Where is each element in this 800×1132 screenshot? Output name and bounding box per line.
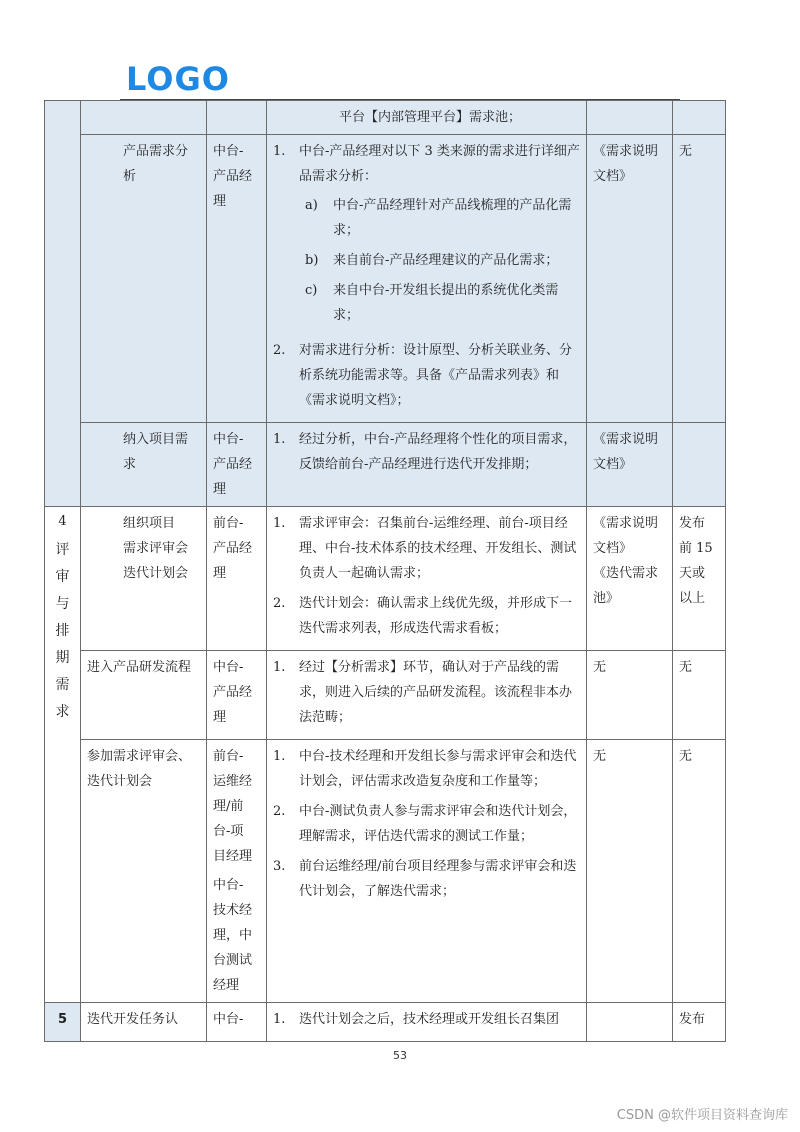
list-item: 2. 中台-测试负责人参与需求评审会和迭代计划会，理解需求，评估迭代需求的测试工作量； (273, 804, 577, 844)
step-cell (267, 740, 587, 1003)
step-cell (267, 651, 587, 740)
document-cell: 无 (587, 651, 673, 740)
role-cell: 中台- 产品经 理 (207, 135, 267, 423)
document-cell: 《需求说明文档》 (587, 135, 673, 423)
list-item: 2. 迭代计划会：确认需求上线优先级，并形成下一迭代需求列表，形成迭代需求看板； (273, 596, 573, 636)
stage-cell: 5 (45, 1003, 81, 1042)
page-number: 53 (393, 1049, 407, 1062)
list-item: b) 来自前台-产品经理建议的产品化需求； (305, 253, 559, 268)
table-row (45, 1003, 726, 1042)
watermark: CSDN @软件项目资料查询库 (616, 1108, 788, 1123)
list-item: 1. 经过分析，中台-产品经理将个性化的项目需求，反馈给前台-产品经理进行迭代开发排期； (273, 432, 577, 472)
time-cell: 无 (673, 740, 726, 1003)
list-item: 1. 中台-产品经理对以下 3 类来源的需求进行详细产品需求分析： a) 中台-产品经理针对产品线梳理的产品化需求； b) 来自前台-产品经理建议的产品化需求； c) 来自中台-开发组长提出的系统优化类需求； (273, 139, 580, 333)
table-row (45, 135, 726, 423)
table-row (45, 651, 726, 740)
time-cell: 无 (673, 135, 726, 423)
step-cell: 平台【内部管理平台】需求池； (267, 101, 587, 135)
role-cell: 中台- 产品经 理 (207, 423, 267, 507)
time-cell: 发布 (673, 1003, 726, 1042)
list-item: 2. 对需求进行分析：设计原型、分析关联业务、分析系统功能需求等。具备《产品需求列表》和《需求说明文档》； (273, 343, 573, 408)
table-row (45, 507, 726, 651)
time-cell: 发布 前 15 天或 以上 (673, 507, 726, 651)
activity-cell: 产品需求分析 (81, 135, 207, 423)
list-item: 3. 前台运维经理/前台项目经理参与需求评审会和迭代计划会，了解迭代需求； (273, 859, 577, 899)
list-item: a) 中台-产品经理针对产品线梳理的产品化需求； (305, 198, 572, 238)
role-cell: 中台- 产品经 理 (207, 651, 267, 740)
list-item: c) 来自中台-开发组长提出的系统优化类需求； (305, 283, 559, 323)
stage-cell-empty (45, 101, 81, 507)
list-item: 1. 中台-技术经理和开发组长参与需求评审会和迭代计划会，评估需求改造复杂度和工作量等； (273, 749, 577, 789)
stage-cell: 4 评审与排期需求 (45, 507, 81, 1003)
activity-cell: 参加需求评审会、迭代计划会 (81, 740, 207, 1003)
step-cell (267, 1003, 587, 1042)
role-cell: 前台- 产品经 理 (207, 507, 267, 651)
role-cell: 中台- (207, 1003, 267, 1042)
step-cell (267, 507, 587, 651)
role-cell: 前台- 运维经 理/前 台-项 目经理 中台- 技术经 理，中 台测试 经理 (207, 740, 267, 1003)
time-cell (673, 423, 726, 507)
step-cell (267, 135, 587, 423)
activity-cell: 进入产品研发流程 (81, 651, 207, 740)
process-table (44, 100, 726, 1042)
list-item: 1. 经过【分析需求】环节，确认对于产品线的需求，则进入后续的产品研发流程。该流程非本办法范畴； (273, 660, 573, 725)
document-cell (587, 1003, 673, 1042)
time-cell: 无 (673, 651, 726, 740)
document-cell: 《需求说明文档》 (587, 423, 673, 507)
document-cell: 《需求说明文档》 《迭代需求池》 (587, 507, 673, 651)
company-logo: LOGO (126, 60, 230, 98)
document-cell: 无 (587, 740, 673, 1003)
activity-cell: 组织项目 需求评审会 迭代计划会 (81, 507, 207, 651)
list-item: 1. 需求评审会：召集前台-运维经理、前台-项目经理、中台-技术体系的技术经理、开发组长、测试负责人一起确认需求； (273, 516, 577, 581)
table-row (45, 740, 726, 1003)
activity-cell: 迭代开发任务认 (81, 1003, 207, 1042)
table-row (45, 423, 726, 507)
step-cell (267, 423, 587, 507)
table-row (45, 101, 726, 135)
list-item: 1. 迭代计划会之后，技术经理或开发组长召集团 (273, 1012, 560, 1027)
activity-cell: 纳入项目需求 (81, 423, 207, 507)
